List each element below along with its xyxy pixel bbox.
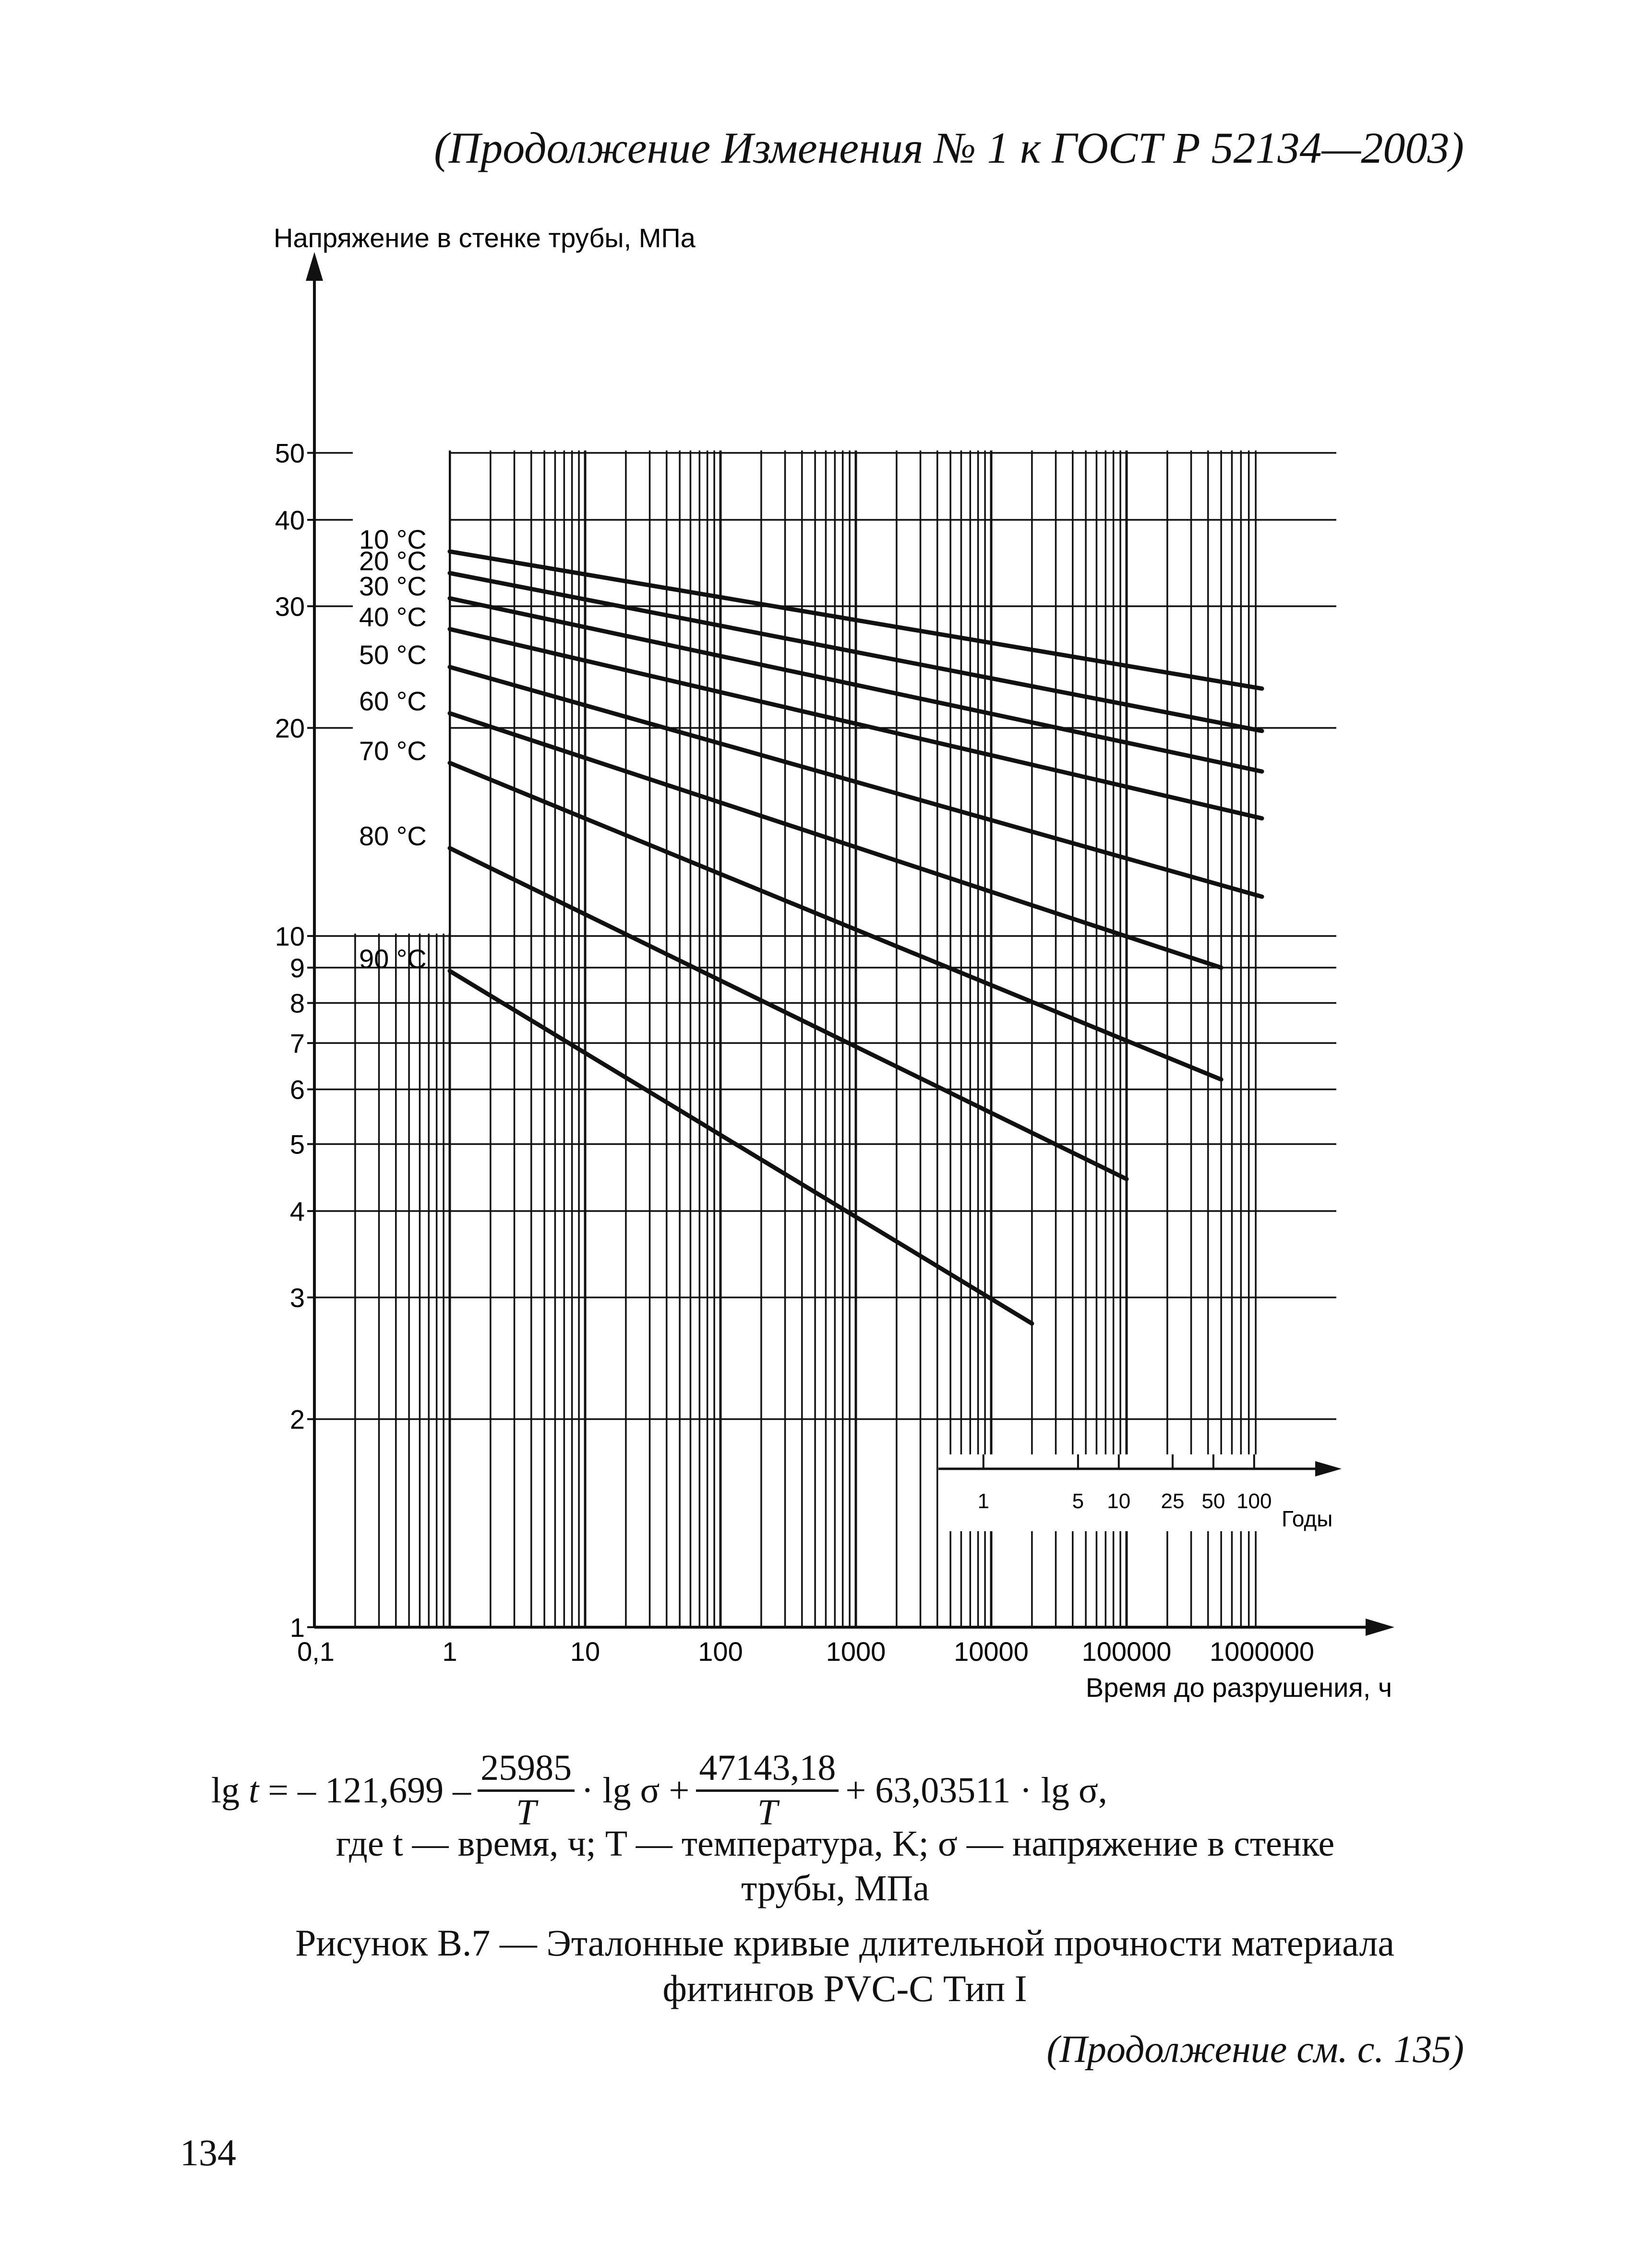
x-tick-label: 1000 bbox=[826, 1636, 886, 1667]
series-label: 30 °C bbox=[359, 571, 427, 601]
formula-constant: = – 121,699 – bbox=[268, 1770, 471, 1811]
formula-legend-line-2: трубы, МПа bbox=[741, 1868, 930, 1908]
years-tick-label: 100 bbox=[1236, 1489, 1272, 1513]
y-tick-label: 2 bbox=[289, 1404, 305, 1435]
figure-caption bbox=[202, 1920, 1488, 2011]
formula-tail-term: + 63,03511 · lg σ, bbox=[845, 1770, 1107, 1811]
x-tick-label: 100 bbox=[698, 1636, 743, 1667]
y-tick-label: 10 bbox=[275, 921, 305, 951]
y-tick-label: 8 bbox=[289, 988, 305, 1019]
formula-fraction-1-denominator: T bbox=[516, 1792, 537, 1833]
formula-fraction-2 bbox=[696, 1749, 839, 1832]
formula-fraction-2-numerator: 47143,18 bbox=[696, 1749, 839, 1792]
series-line-9 bbox=[450, 971, 1032, 1323]
y-tick-label: 1 bbox=[289, 1612, 305, 1643]
figure-caption-line-1: Рисунок В.7 — Эталонные кривые длительной прочности материала bbox=[295, 1922, 1394, 1964]
formula-fraction-2-denominator: T bbox=[757, 1792, 778, 1833]
x-axis-title: Время до разрушения, ч bbox=[1085, 1672, 1392, 1703]
y-axis-title: Напряжение в стенке трубы, МПа bbox=[274, 223, 696, 253]
x-tick-label: 1000000 bbox=[1209, 1636, 1315, 1667]
x-tick-label: 100000 bbox=[1081, 1636, 1172, 1667]
continuation-note: (Продолжение см. с. 135) bbox=[1046, 2028, 1464, 2071]
page-number: 134 bbox=[180, 2132, 236, 2173]
y-tick-label: 5 bbox=[289, 1129, 305, 1160]
years-axis-arrow bbox=[1315, 1461, 1342, 1476]
formula-legend bbox=[250, 1822, 1421, 1910]
x-tick-label: 1 bbox=[442, 1636, 457, 1667]
x-tick-label: 10 bbox=[570, 1636, 600, 1667]
x-tick-label: 0,1 bbox=[297, 1636, 335, 1667]
y-axis-arrow bbox=[306, 252, 323, 281]
x-tick-label: 10000 bbox=[954, 1636, 1029, 1667]
years-axis-label: Годы bbox=[1282, 1506, 1333, 1531]
y-tick-label: 30 bbox=[275, 591, 305, 622]
formula-fraction-1-numerator: 25985 bbox=[478, 1749, 575, 1792]
series-label: 40 °C bbox=[359, 601, 427, 632]
series-label: 10 °C bbox=[359, 524, 427, 554]
formula-lhs-var: t bbox=[249, 1770, 259, 1811]
formula-fraction-1 bbox=[478, 1749, 575, 1832]
series-label: 20 °C bbox=[359, 545, 427, 576]
years-tick-label: 1 bbox=[977, 1489, 990, 1513]
y-tick-label: 4 bbox=[289, 1196, 305, 1227]
y-tick-label: 20 bbox=[275, 713, 305, 744]
years-tick-label: 25 bbox=[1161, 1489, 1185, 1513]
series-label: 50 °C bbox=[359, 639, 427, 670]
y-tick-label: 3 bbox=[289, 1282, 305, 1313]
formula-legend-line-1: где t — время, ч; T — температура, K; σ — напряжение в стенке bbox=[336, 1824, 1335, 1864]
y-tick-label: 7 bbox=[289, 1028, 305, 1059]
y-tick-label: 40 bbox=[275, 505, 305, 536]
y-tick-label: 6 bbox=[289, 1074, 305, 1105]
series-label: 90 °C bbox=[359, 943, 427, 974]
years-tick-label: 50 bbox=[1201, 1489, 1225, 1513]
y-tick-label: 9 bbox=[289, 952, 305, 983]
series-line-8 bbox=[450, 848, 1127, 1179]
years-tick-label: 10 bbox=[1107, 1489, 1131, 1513]
series-label: 80 °C bbox=[359, 820, 427, 851]
figure-caption-line-2: фитингов PVC-C Тип I bbox=[662, 1968, 1027, 2010]
formula-middle-term: · lg σ + bbox=[581, 1770, 690, 1811]
y-tick-label: 50 bbox=[275, 438, 305, 468]
series-label: 70 °C bbox=[359, 735, 427, 766]
years-tick-label: 5 bbox=[1072, 1489, 1084, 1513]
series-label: 60 °C bbox=[359, 686, 427, 717]
header-continuation-note: (Продолжение Изменения № 1 к ГОСТ Р 52134—2003) bbox=[434, 123, 1464, 172]
x-axis-arrow bbox=[1366, 1619, 1394, 1636]
formula-lg-label: lg bbox=[211, 1770, 240, 1811]
